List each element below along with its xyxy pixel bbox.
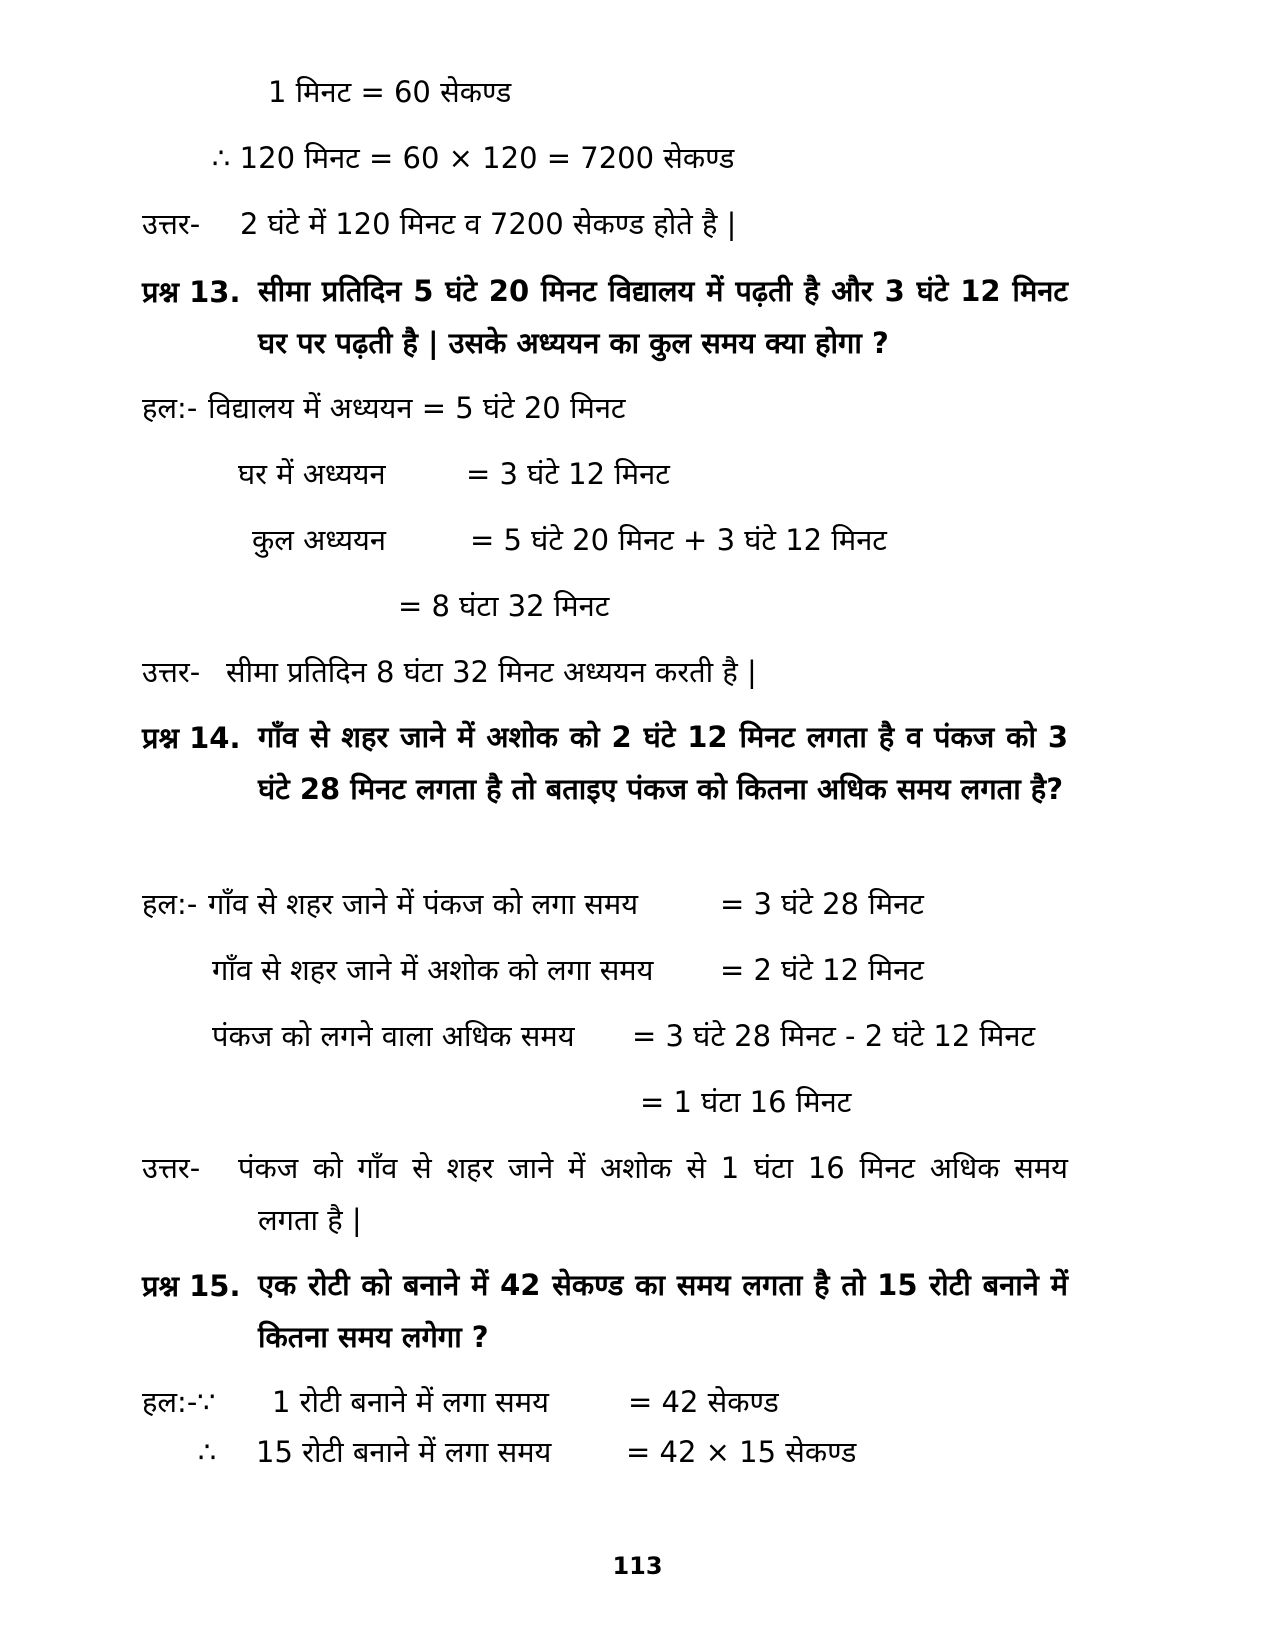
q15-step-1-label: 1 रोटी बनाने में लगा समय (272, 1385, 549, 1419)
q13-step-3-label: कुल अध्ययन (252, 523, 386, 557)
q13-step-4: = 8 घंटा 32 मिनट (398, 589, 610, 623)
question-13-body: सीमा प्रतिदिन 5 घंटे 20 मिनट विद्यालय में पढ़ती है और 3 घंटे 12 मिनट घर पर पढ़ती है | उसके अध्ययन का कुल समय क्या होगा ? (258, 274, 1068, 360)
question-15-text (258, 1259, 1068, 1363)
calc-line-1: 1 मिनट = 60 सेकण्ड (268, 75, 512, 109)
solution-label: हल:- (142, 391, 198, 425)
q14-step-1-label: गाँव से शहर जाने में पंकज को लगा समय (208, 887, 639, 921)
q15-step-2-label: 15 रोटी बनाने में लगा समय (256, 1435, 552, 1469)
question-14-text (258, 711, 1068, 815)
question-13-text (258, 265, 1068, 369)
page-number: 113 (612, 1552, 663, 1580)
answer-text: 2 घंटे में 120 मिनट व 7200 सेकण्ड होते है | (240, 207, 737, 241)
q14-answer-line-1: पंकज को गाँव से शहर जाने में अशोक से 1 घंटा 16 मिनट अधिक समय (238, 1151, 1068, 1185)
question-15-body: एक रोटी को बनाने में 42 सेकण्ड का समय लगता है तो 15 रोटी बनाने में कितना समय लगेगा ? (258, 1268, 1068, 1354)
q15-step-1-value: = 42 सेकण्ड (628, 1385, 779, 1419)
question-14-label: प्रश्न 14. (142, 721, 241, 755)
q13-step-2-value: = 3 घंटे 12 मिनट (466, 457, 670, 491)
q13-answer: सीमा प्रतिदिन 8 घंटा 32 मिनट अध्ययन करती है | (226, 655, 757, 689)
q14-step-2-label: गाँव से शहर जाने में अशोक को लगा समय (212, 953, 654, 987)
q14-step-2-value: = 2 घंटे 12 मिनट (720, 953, 924, 987)
answer-label: उत्तर- (142, 1151, 201, 1185)
q14-step-3-value: = 3 घंटे 28 मिनट - 2 घंटे 12 मिनट (632, 1019, 1036, 1053)
calc-line-2: ∴ 120 मिनट = 60 × 120 = 7200 सेकण्ड (212, 141, 735, 175)
question-14-body: गाँव से शहर जाने में अशोक को 2 घंटे 12 मिनट लगता है व पंकज को 3 घंटे 28 मिनट लगता है तो बताइए पंकज को कितना अधिक समय लगता है? (258, 720, 1068, 806)
q13-step-3-value: = 5 घंटे 20 मिनट + 3 घंटे 12 मिनट (470, 523, 887, 557)
solution-label: हल:-∵ (142, 1385, 216, 1419)
answer-label: उत्तर- (142, 207, 201, 241)
q13-step-1: विद्यालय में अध्ययन = 5 घंटे 20 मिनट (208, 391, 626, 425)
q14-step-4: = 1 घंटा 16 मिनट (640, 1085, 852, 1119)
q13-step-2-label: घर में अध्ययन (238, 457, 386, 491)
answer-label: उत्तर- (142, 655, 201, 689)
q14-step-3-label: पंकज को लगने वाला अधिक समय (212, 1019, 575, 1053)
question-15-label: प्रश्न 15. (142, 1269, 241, 1303)
q14-answer-line-2: लगता है | (258, 1203, 362, 1237)
question-13-label: प्रश्न 13. (142, 275, 241, 309)
therefore-symbol: ∴ (198, 1435, 217, 1469)
q14-step-1-value: = 3 घंटे 28 मिनट (720, 887, 924, 921)
solution-label: हल:- (142, 887, 198, 921)
q15-step-2-value: = 42 × 15 सेकण्ड (626, 1435, 857, 1469)
